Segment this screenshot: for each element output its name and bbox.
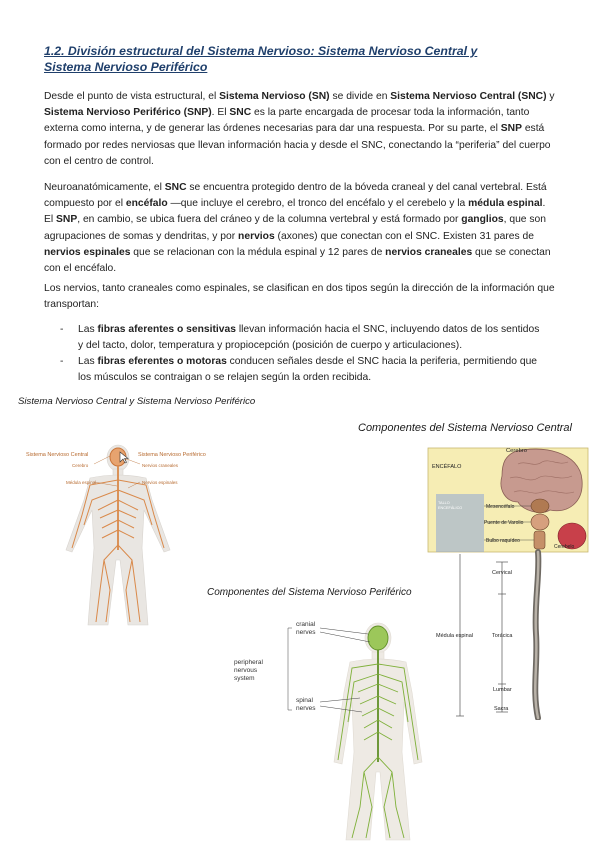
label-tronco-1: TALLO [438,501,450,505]
puente [531,514,549,530]
label-medula-espinal: Médula espinal [436,633,473,639]
label-spinal-1: spinal [296,697,313,704]
label-pns-3: system [234,675,255,682]
section-title: 1.2. División estructural del Sistema Nervioso: Sistema Nervioso Central y Sistema Nervioso Periférico [44,44,478,74]
label-mesencefalo: Mesencéfalo [486,504,515,510]
label-cervical: Cervical [492,570,512,576]
label-pns-2: nervous [234,667,258,674]
label-sacra: Sacra [494,706,509,712]
label-medula: Médula espinal [66,480,97,485]
bulbo [534,531,545,549]
paragraph-neuroanatomy: Neuroanatómicamente, el SNC se encuentra protegido dentro de la bóveda craneal y del canal vertebral. Está compuesto por el encéfalo —que incluye el cerebro, el tronco del encéfalo y el cerebelo y la médula espinal. El SNP, en cambio, se ubica fuera del cráneo y de la columna vertebral y está formado por ganglios, que son agrupaciones de somas y dendritas, y por nervios (axones) que conectan con el SNC. Existen 31 pares de nervios espinales que se relacionan con la médula espinal y 12 pares de nervios craneales que se conectan con el encéfalo. [44,182,551,275]
label-cranial-1: cranial [296,621,316,628]
label-lumbar: Lumbar [493,687,512,693]
label-spinal-2: nerves [296,705,316,712]
figure-cns-components [422,444,598,720]
nerves-orange [72,448,164,622]
label-espinales: Nervios espinales [142,480,178,485]
figure-caption-cns-components: Componentes del Sistema Nervioso Central [358,422,572,434]
label-toracica: Torácica [492,633,513,639]
paragraph-structural-division: Desde el punto de vista estructural, el Sistema Nervioso (SN) se divide en Sistema Nervioso Central (SNC) y Sistema Nervioso Periférico (SNP). El SNC es la parte encargada de procesar toda la información, tanto externa como interna, y de generar las órdenes necesarias para dar una respuesta. Por su parte, el SNP está formado por redes nerviosas que llevan información hacia y desde el SNC, conectando la “periferia” del cuerpo con el centro de control. [44,91,555,167]
figure-pns-components [228,612,424,842]
paragraph-nerve-classification: Los nervios, tanto craneales como espinales, se clasifican en dos tipos según la dirección de la información que transportan: [44,283,555,311]
label-snp: Sistema Nervioso Periférico [138,452,206,458]
label-craneales: Nervios craneales [142,463,179,468]
label-bulbo: Bulbo raquídeo [486,538,520,544]
label-cerebro: Cerebro [72,463,89,468]
label-snc: Sistema Nervioso Central [26,452,89,458]
label-encefalo: ENCÉFALO [432,464,462,470]
mesencefalo [531,499,549,513]
figure-caption-pns-components: Componentes del Sistema Nervioso Periférico [207,587,412,598]
label-puente: Puente de Varolio [484,520,524,526]
fiber-types-list [60,322,546,386]
figure-caption-cns-pns: Sistema Nervioso Central y Sistema Nervioso Periférico [18,396,256,407]
label-cerebelo: Cerebelo [554,544,575,550]
list-item: - Las fibras aferentes o sensitivas llevan información hacia el SNC, incluyendo datos de los sentidos y del tacto, dolor, temperatura y propiocepción (posición de cuerpo y articulaciones). [60,324,540,351]
label-tronco-2: ENCEFÁLICO [438,506,463,510]
label-cranial-2: nerves [296,629,316,636]
label-pns-1: peripheral [234,659,263,666]
figure-cns-pns-body [20,440,220,630]
label-cerebro: Cerebro [506,448,527,454]
list-item: - Las fibras eferentes o motoras conducen señales desde el SNC hacia la periferia, permitiendo que los músculos se contraigan o se relajen según la orden recibida. [60,356,538,383]
